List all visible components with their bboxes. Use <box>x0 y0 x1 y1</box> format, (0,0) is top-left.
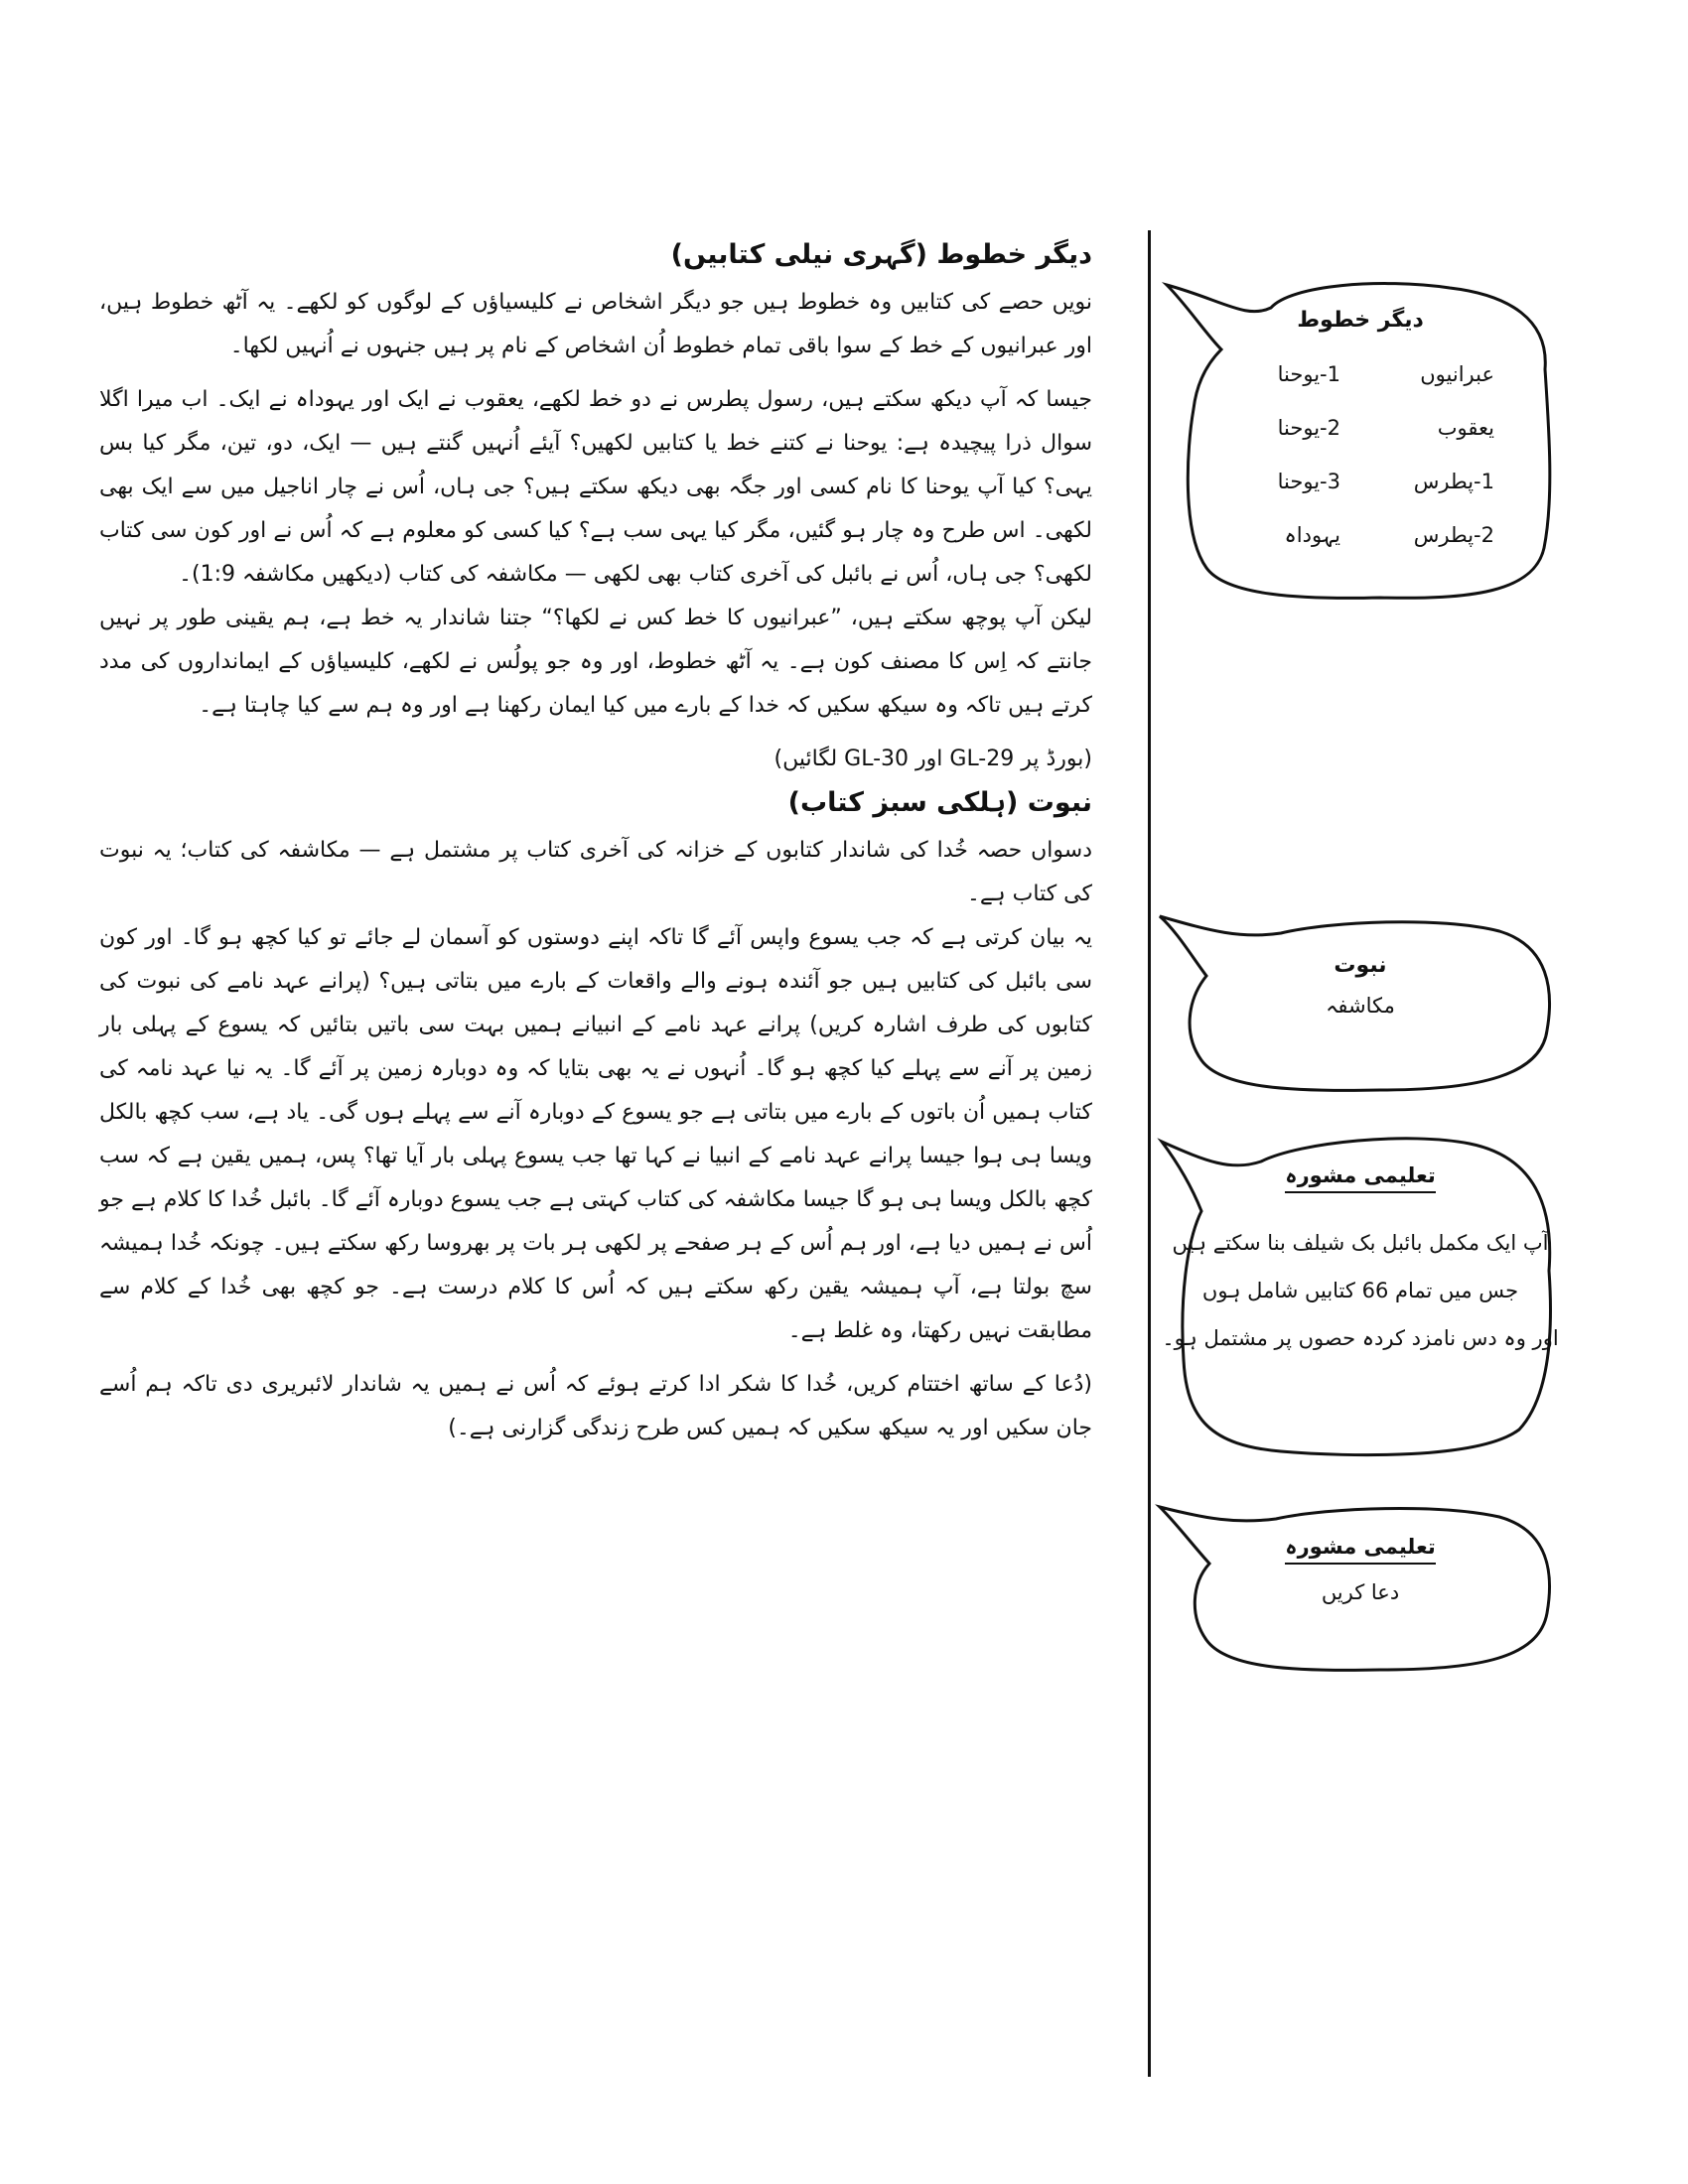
tip-line: اور وہ دس نامزد کردہ حصوں پر مشتمل ہو۔ <box>1162 1326 1559 1350</box>
book-name: 1-پطرس <box>1413 470 1494 493</box>
tip-line: جس میں تمام 66 کتابیں شامل ہوں <box>1201 1279 1519 1302</box>
paragraph: نویں حصے کی کتابیں وہ خطوط ہیں جو دیگر اشخاص نے کلیسیاؤں کے لوگوں کو لکھے۔ یہ آٹھ خطوط ہیں، اور عبرانیوں کے خط کے سوا باقی تمام خطوط اُن اشخاص کے نام پر ہیں جنہوں نے اُنہیں لکھا۔ <box>99 290 1092 358</box>
speech-bubble-prayer-tip <box>1152 1499 1569 1678</box>
tip-line: آپ ایک مکمل بائبل بک شیلف بنا سکتے ہیں <box>1172 1231 1549 1255</box>
paragraph: دسواں حصہ خُدا کی شاندار کتابوں کے خزانہ کی آخری کتاب پر مشتمل ہے — مکاشفہ کی کتاب؛ یہ نبوت کی کتاب ہے۔ <box>99 838 1092 906</box>
speech-bubble-prophecy <box>1152 911 1569 1100</box>
bubble-text: دعا کریں <box>1321 1580 1400 1604</box>
book-name: 2-یوحنا <box>1277 416 1340 440</box>
bubble-title: نبوت <box>1334 953 1387 978</box>
speech-bubble-other-letters <box>1152 280 1569 608</box>
bubble-text: مکاشفہ <box>1326 994 1395 1018</box>
paragraph: لیکن آپ پوچھ سکتے ہیں، ”عبرانیوں کا خط کس نے لکھا؟“ جتنا شاندار یہ خط ہے، ہم یقینی طور پر نہیں جانتے کہ اِس کا مصنف کون ہے۔ یہ آٹھ خطوط، اور وہ جو پولُس نے لکھے، کلیسیاؤں کے ایمانداروں کی مدد کرتے ہیں تاکہ وہ سیکھ سکیں کہ خدا کے بارے میں کیا ایمان رکھنا ہے اور وہ ہم سے کیا چاہتا ہے۔ <box>99 606 1092 718</box>
bubble-title: تعلیمی مشورہ <box>1285 1535 1435 1565</box>
speech-bubble-teaching-tip <box>1152 1132 1569 1459</box>
bubble-title: تعلیمی مشورہ <box>1285 1163 1435 1193</box>
board-instruction: (بورڈ پر GL-29 اور GL-30 لگائیں) <box>774 747 1092 771</box>
book-name: 3-یوحنا <box>1277 470 1340 493</box>
book-name: یہوداہ <box>1284 523 1340 547</box>
book-name: 1-یوحنا <box>1277 362 1340 386</box>
section-title-other-letters: دیگر خطوط (گہری نیلی کتابیں) <box>670 239 1092 270</box>
book-name: 2-پطرس <box>1413 523 1494 547</box>
bubble-title: دیگر خطوط <box>1297 308 1424 333</box>
book-name: یعقوب <box>1437 416 1494 440</box>
column-divider <box>1148 230 1151 2077</box>
paragraph: جیسا کہ آپ دیکھ سکتے ہیں، رسول پطرس نے دو خط لکھے، یعقوب نے ایک اور یہوداہ نے ایک۔ اب میرا اگلا سوال ذرا پیچیدہ ہے: یوحنا نے کتنے خط یا کتابیں لکھیں؟ آیئے اُنہیں گنتے ہیں — ایک، دو، تین، مگر کیا بس یہی؟ کیا آپ یوحنا کا نام کسی اور جگہ بھی دیکھ سکتے ہیں؟ جی ہاں، اُس نے چار اناجیل میں سے ایک بھی لکھی۔ اس طرح وہ چار ہو گئیں، مگر کیا یہی سب ہے؟ کیا کسی کو معلوم ہے کہ اُس نے اور کون سی کتاب لکھی؟ جی ہاں، اُس نے بائبل کی آخری کتاب بھی لکھی — مکاشفہ کی کتاب (دیکھیں مکاشفہ 1:9)۔ <box>99 387 1092 587</box>
closing-instruction: (دُعا کے ساتھ اختتام کریں، خُدا کا شکر ادا کرتے ہوئے کہ اُس نے ہمیں یہ شاندار لائبریری دی تاکہ ہم اُسے جان سکیں اور یہ سیکھ سکیں کہ ہمیں کس طرح زندگی گزارنی ہے۔) <box>99 1372 1092 1440</box>
book-name: عبرانیوں <box>1420 362 1494 386</box>
main-content <box>99 233 1092 1460</box>
section-title-prophecy: نبوت (ہلکی سبز کتاب) <box>787 787 1092 818</box>
paragraph: یہ بیان کرتی ہے کہ جب یسوع واپس آئے گا تاکہ اپنے دوستوں کو آسمان لے جائے تو کیا کچھ ہو گا۔ اور کون سی بائبل کی کتابیں ہیں جو آئندہ ہونے والے واقعات کے بارے میں بتاتی ہیں؟ (پرانے عہد نامے کی نبوت کی کتابوں کی طرف اشارہ کریں) پرانے عہد نامے کے انبیانے ہمیں بہت سی باتیں بتائیں کہ یسوع کے پہلی بار زمین پر آنے سے پہلے کیا کچھ ہو گا۔ اُنہوں نے یہ بھی بتایا کہ وہ دوبارہ زمین پر آئے گا۔ یہ نیا عہد نامہ کی کتاب ہمیں اُن باتوں کے بارے میں بتاتی ہے جو یسوع کے دوبارہ آنے سے پہلے ہوں گی۔ یاد ہے، سب کچھ بالکل ویسا ہی ہوا جیسا پرانے عہد نامے کے انبیا نے کہا تھا جب یسوع پہلی بار آیا تھا؟ پس، ہمیں یقین ہے کہ سب کچھ بالکل ویسا ہی ہو گا جیسا مکاشفہ کی کتاب کہتی ہے جب یسوع دوبارہ آئے گا۔ بائبل خُدا کا کلام ہے جو اُس نے ہمیں دیا ہے، اور ہم اُس کے ہر صفحے پر لکھی ہر بات پر بھروسا رکھ سکتے ہیں۔ چونکہ خُدا ہمیشہ سچ بولتا ہے، آپ ہمیشہ یقین رکھ سکتے ہیں کہ اُس کا کلام درست ہے۔ جو کچھ بھی خُدا کے کلام سے مطابقت نہیں رکھتا، وہ غلط ہے۔ <box>99 925 1092 1343</box>
